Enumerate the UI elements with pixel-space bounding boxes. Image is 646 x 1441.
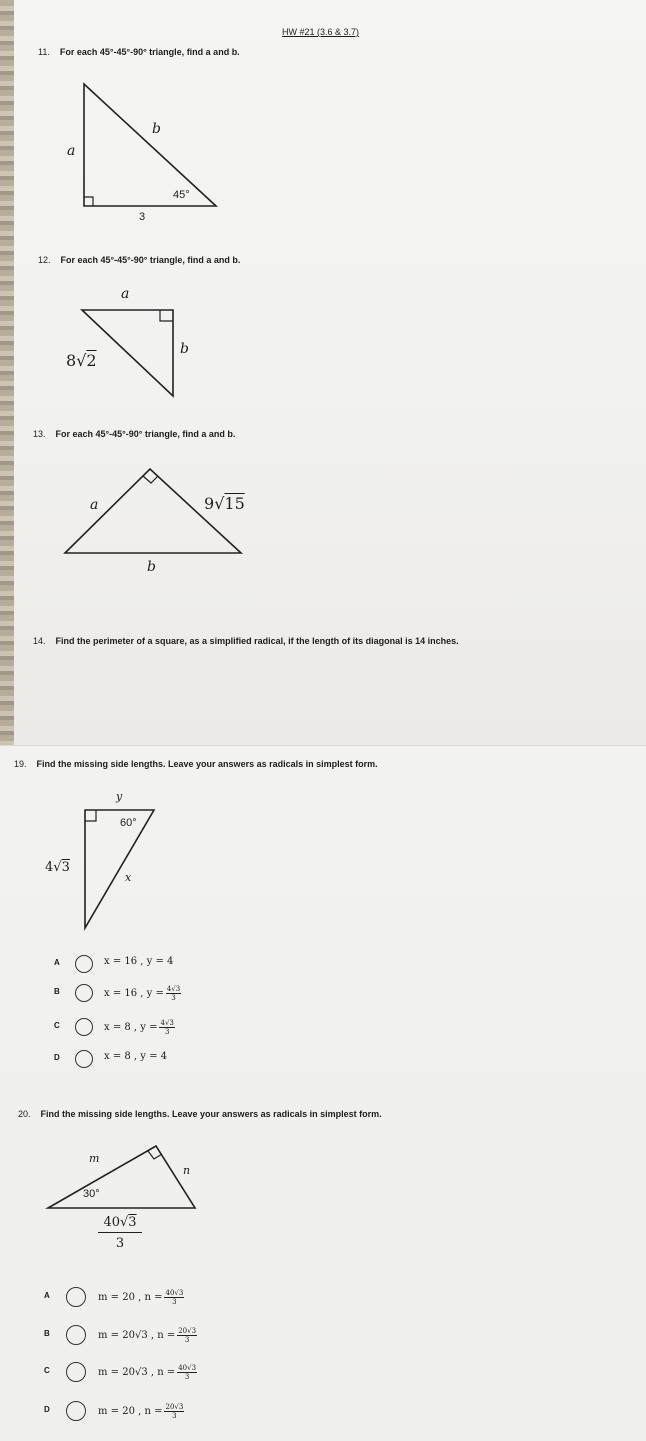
label-a: a: [121, 286, 130, 302]
radicand: 2: [86, 351, 97, 370]
angle-label: 60°: [120, 817, 137, 829]
label-b: b: [180, 341, 189, 357]
question-text: For each 45°-45°-90° triangle, find a and b.: [55, 429, 236, 439]
fraction-denominator: 3: [184, 1373, 190, 1381]
question-text: For each 45°-45°-90° triangle, find a and b.: [60, 255, 241, 265]
label-a: a: [67, 143, 76, 159]
option-letter: A: [44, 1291, 50, 1300]
fraction-numerator: 4√3: [166, 985, 181, 993]
option-value-group: [98, 1289, 184, 1306]
option-20-c[interactable]: [44, 1363, 264, 1381]
fraction: [177, 1364, 197, 1381]
fraction-numerator: 40√3: [165, 1289, 184, 1297]
coefficient: 8: [66, 351, 77, 370]
fraction-denominator: 3: [172, 1298, 177, 1306]
radio-button[interactable]: [66, 1401, 86, 1421]
radical-sign: √: [214, 494, 225, 513]
fraction-denominator: 3: [115, 1236, 125, 1251]
radicand: 3: [61, 860, 70, 875]
radicand: 3: [128, 1215, 137, 1230]
question-14: [33, 636, 459, 646]
option-value: x = 8 , y = 4: [104, 1051, 168, 1062]
option-20-d[interactable]: [44, 1402, 264, 1420]
fraction-denominator: 3: [184, 1336, 190, 1344]
fraction: [164, 1403, 184, 1420]
coefficient: 40: [103, 1215, 120, 1230]
question-number: 14.: [33, 636, 46, 646]
radical-sign: √: [76, 351, 87, 370]
label-y: y: [116, 790, 123, 803]
option-letter: D: [44, 1405, 50, 1414]
option-20-a[interactable]: [44, 1288, 264, 1306]
question-text: Find the missing side lengths. Leave your answers as radicals in simplest form.: [36, 759, 378, 769]
label-m: m: [89, 1152, 100, 1165]
fraction-denominator: 3: [172, 1412, 177, 1420]
option-value-group: [98, 1364, 197, 1381]
angle-label: 45°: [173, 189, 190, 201]
fraction: [177, 1327, 197, 1344]
option-value: m = 20√3 , n =: [98, 1367, 176, 1378]
option-letter: A: [54, 958, 60, 967]
label-x: x: [125, 871, 132, 884]
radio-button[interactable]: [66, 1325, 86, 1345]
question-number: 13.: [33, 429, 46, 439]
fraction-numerator: 4√3: [160, 1019, 174, 1027]
option-letter: C: [44, 1366, 50, 1375]
question-text: Find the perimeter of a square, as a simplified radical, if the length of its diagonal is 14 inches.: [55, 636, 459, 646]
option-value: m = 20 , n =: [98, 1406, 163, 1417]
label-n: n: [183, 1164, 191, 1177]
question-number: 19.: [14, 759, 27, 769]
base-label: 3: [139, 211, 146, 223]
option-value: x = 16 , y =: [104, 988, 164, 999]
label-b: b: [147, 559, 156, 575]
option-value: x = 8 , y =: [104, 1022, 158, 1033]
fraction-denominator: 3: [171, 994, 176, 1002]
fraction-numerator: 40√3: [178, 1364, 197, 1372]
radical-sign: √: [53, 860, 62, 875]
question-number: 20.: [18, 1109, 31, 1119]
side-label: [204, 494, 245, 513]
label-b: b: [152, 121, 161, 137]
fraction-numerator: 20√3: [165, 1403, 184, 1411]
option-value: m = 20 , n =: [98, 1292, 163, 1303]
coefficient: 9: [204, 494, 215, 513]
option-letter: D: [54, 1053, 60, 1062]
radicand: 15: [224, 494, 245, 513]
fraction-numerator: 20√3: [178, 1327, 197, 1335]
radio-button[interactable]: [66, 1362, 86, 1382]
homework-title: HW #21 (3.6 & 3.7): [282, 27, 360, 37]
option-value-group: [98, 1403, 184, 1420]
base-label: [98, 1215, 142, 1251]
fraction-numerator: [98, 1215, 142, 1233]
question-number: 11.: [38, 47, 50, 57]
option-value: x = 16 , y = 4: [104, 956, 174, 967]
radical-sign: √: [119, 1215, 129, 1230]
option-letter: B: [44, 1329, 50, 1338]
question-text: For each 45°-45°-90° triangle, find a and b.: [59, 47, 240, 57]
angle-label: 30°: [83, 1188, 100, 1200]
label-a: a: [90, 497, 99, 513]
worksheet-page-2: [0, 745, 646, 1441]
option-value: m = 20√3 , n =: [98, 1330, 176, 1341]
option-letter: C: [54, 1021, 60, 1030]
question-text: Find the missing side lengths. Leave your answers as radicals in simplest form.: [40, 1109, 382, 1119]
option-letter: B: [54, 987, 60, 996]
option-20-b[interactable]: [44, 1326, 264, 1344]
fraction: [164, 1289, 184, 1306]
option-value-group: [98, 1327, 197, 1344]
coefficient: 4: [45, 860, 54, 875]
question-number: 12.: [38, 255, 51, 265]
fraction-denominator: 3: [164, 1028, 170, 1036]
radio-button[interactable]: [66, 1287, 86, 1307]
